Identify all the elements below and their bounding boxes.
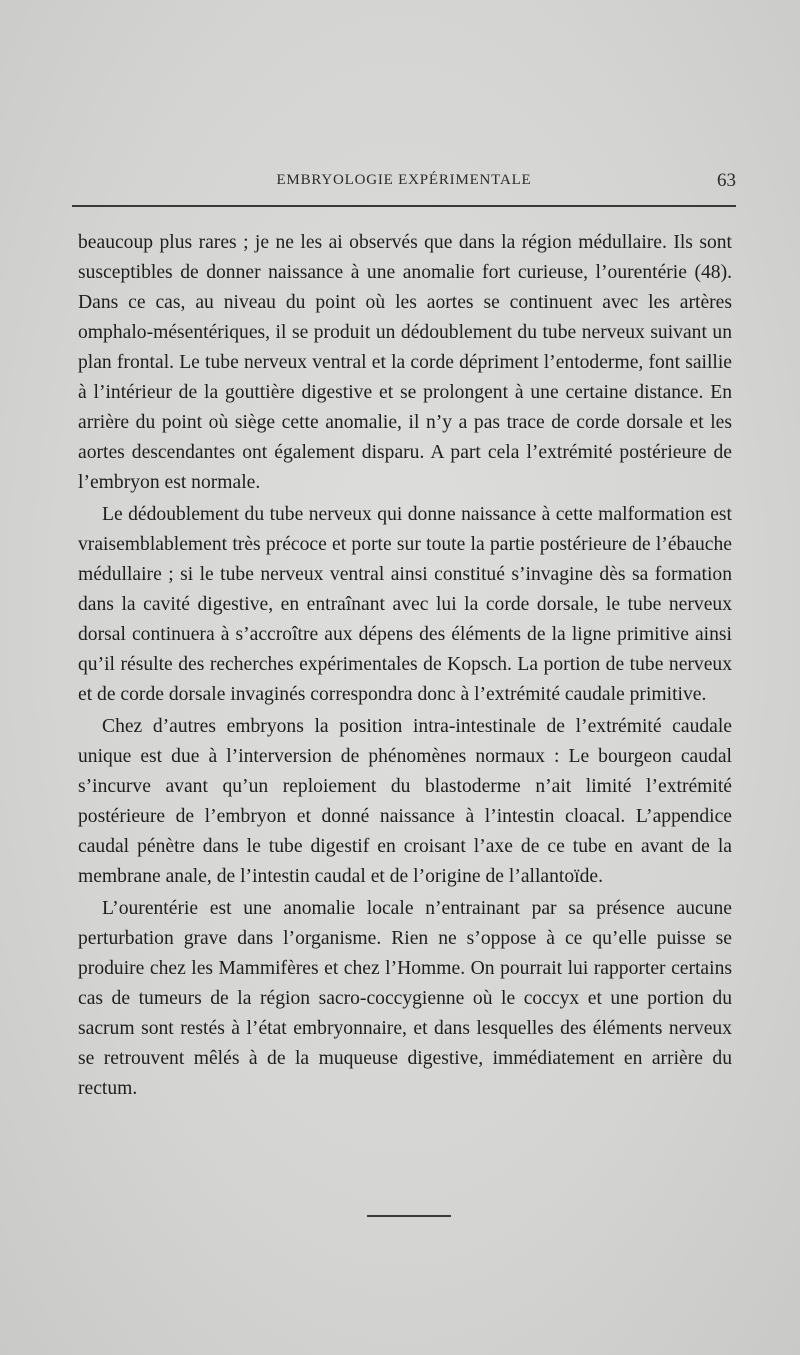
paragraph-1: beaucoup plus rares ; je ne les ai observés que dans la région médullaire. Ils sont susceptibles de donner naissance à une anomalie fort curieuse, l’ourentérie (48). Dans ce cas, au niveau du point où les aortes se continuent avec les artères omphalo-mésentériques, il se produit un dédoublement du tube nerveux suivant un plan frontal. Le tube nerveux ventral et la corde dépriment l’entoderme, font saillie à l’intérieur de la gouttière digestive et se prolongent à une certaine distance. En arrière du point où siège cette anomalie, il n’y a pas trace de corde dorsale et les aortes descendantes ont également disparu. A part cela l’extrémité postérieure de l’embryon est normale. [78, 232, 732, 493]
page-number: 63 [717, 170, 736, 191]
running-head [72, 172, 736, 198]
section-end-rule [367, 1215, 451, 1217]
paragraph-2: Le dédoublement du tube nerveux qui donne naissance à cette malformation est vraisemblablement très précoce et porte sur toute la partie postérieure de l’ébauche médullaire ; si le tube nerveux ventral ainsi constitué s’invagine dès sa formation dans la cavité digestive, en entraînant avec lui la corde dorsale, le tube nerveux dorsal continuera à s’accroître aux dépens des éléments de la ligne primitive ainsi qu’il résulte des recherches expérimentales de Kopsch. La portion de tube nerveux et de corde dorsale invaginés correspondra donc à l’extrémité caudale primitive. [78, 504, 732, 705]
paragraph-3: Chez d’autres embryons la position intra-intestinale de l’extrémité caudale unique est due à l’interversion de phénomènes normaux : Le bourgeon caudal s’incurve avant qu’un reploiement du blastoderme n’ait limité l’extrémité postérieure de l’embryon et donné naissance à l’intestin cloacal. L’appendice caudal pénètre dans le tube digestif en croisant l’axe de ce tube en avant de la membrane anale, de l’intestin caudal et de l’origine de l’allantoïde. [78, 716, 732, 887]
paragraph-4: L’ourentérie est une anomalie locale n’entrainant par sa présence aucune perturbation grave dans l’organisme. Rien ne s’oppose à ce qu’elle puisse se produire chez les Mammifères et chez l’Homme. On pourrait lui rapporter certains cas de tumeurs de la région sacro-coccygienne où le coccyx et une portion du sacrum sont restés à l’état embryonnaire, et dans lesquelles des éléments nerveux se retrouvent mêlés à de la muqueuse digestive, immédiatement en arrière du rectum. [78, 898, 732, 1099]
body-text [78, 228, 732, 1104]
header-rule [72, 205, 736, 207]
running-title: EMBRYOLOGIE EXPÉRIMENTALE [276, 172, 532, 188]
